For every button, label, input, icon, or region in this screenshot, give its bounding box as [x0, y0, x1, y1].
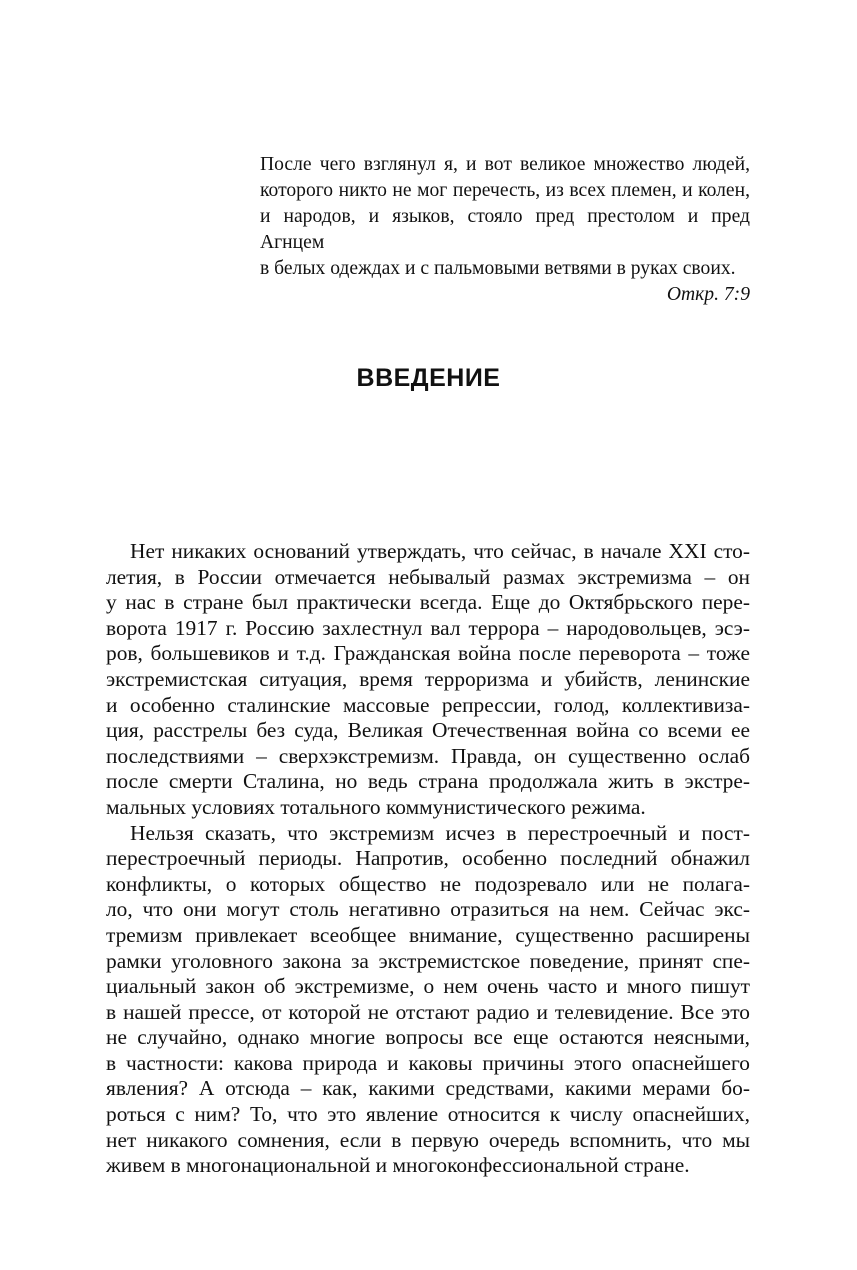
text-line: летия, в России отмечается небывалый размах экстремизма – он: [106, 564, 750, 589]
text-line: в нашей прессе, от которой не отстают радио и телевидение. Все это: [106, 999, 750, 1024]
epigraph-line: После чего взглянул я, и вот великое множество людей,: [260, 154, 750, 175]
text-line: после смерти Сталина, но ведь страна продолжала жить в экстре-: [106, 769, 750, 794]
text-line: у нас в стране был практически всегда. Еще до Октябрьского пере-: [106, 590, 750, 615]
paragraph-2: [106, 821, 750, 1179]
text-line: тремизм привлекает всеобщее внимание, существенно расширены: [106, 922, 750, 947]
paragraph-1: [106, 539, 750, 821]
text-line: роться с ним? То, что это явление относится к числу опаснейших,: [106, 1102, 750, 1127]
text-line: конфликты, о которых общество не подозревало или не полага-: [106, 871, 750, 896]
epigraph: [260, 152, 750, 308]
text-line: циальный закон об экстремизме, о нем очень часто и много пишут: [106, 974, 750, 999]
body-text: [106, 539, 750, 1179]
epigraph-source: Откр. 7:9: [666, 284, 750, 305]
text-line: ворота 1917 г. Россию захлестнул вал террора – народовольцев, эсэ-: [106, 615, 750, 640]
text-line: и особенно сталинские массовые репрессии, голод, коллективиза-: [106, 692, 750, 717]
text-line: Нельзя сказать, что экстремизм исчез в перестроечный и пост-: [130, 820, 750, 845]
text-line: не случайно, однако многие вопросы все еще остаются неясными,: [106, 1025, 750, 1050]
text-line: живем в многонациональной и многоконфессиональной стране.: [106, 1153, 690, 1178]
text-line: Нет никаких оснований утверждать, что сейчас, в начале XXI сто-: [130, 539, 750, 563]
chapter-heading: ВВЕДЕНИЕ: [356, 364, 501, 392]
epigraph-line: и народов, и языков, стояло пред престолом и пред Агнцем: [260, 206, 750, 253]
text-line: ло, что они могут столь негативно отразиться на нем. Сейчас экс-: [106, 897, 750, 922]
text-line: последствиями – сверхэкстремизм. Правда, он существенно ослаб: [106, 743, 750, 768]
epigraph-line: которого никто не мог перечесть, из всех племен, и колен,: [260, 180, 750, 201]
epigraph-line: в белых одеждах и с пальмовыми ветвями в руках своих.: [260, 258, 736, 279]
text-line: перестроечный периоды. Напротив, особенно последний обнажил: [106, 846, 750, 871]
text-line: нет никакого сомнения, если в первую очередь вспомнить, что мы: [106, 1127, 750, 1152]
text-line: в частности: какова природа и каковы причины этого опаснейшего: [106, 1050, 750, 1075]
text-line: экстремистская ситуация, время терроризма и убийств, ленинские: [106, 666, 750, 691]
text-line: мальных условиях тотального коммунистического режима.: [106, 794, 646, 819]
text-line: рамки уголовного закона за экстремистское поведение, принят спе-: [106, 948, 750, 973]
text-line: ция, расстрелы без суда, Великая Отечественная война со всеми ее: [106, 718, 750, 743]
text-line: ров, большевиков и т.д. Гражданская война после переворота – тоже: [106, 641, 750, 666]
text-line: явления? А отсюда – как, какими средствами, какими мерами бо-: [106, 1076, 750, 1101]
